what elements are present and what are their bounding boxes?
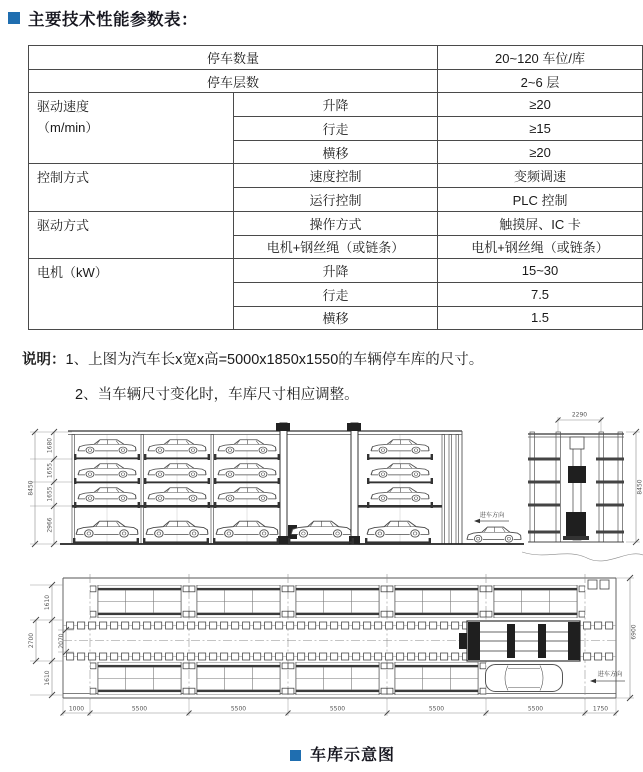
direction-label <box>590 670 625 683</box>
plan-dimension-right <box>616 575 638 701</box>
car-icon <box>78 464 136 478</box>
dim-label: 8450 <box>27 480 35 496</box>
lift-shaft-post <box>351 423 358 544</box>
cell-group-label: 控制方式 <box>29 164 234 211</box>
cell-label: 升降 <box>234 259 438 283</box>
pallet-icon <box>90 662 189 695</box>
cell-label: 升降 <box>234 93 438 117</box>
table-row <box>29 211 643 235</box>
cell-label: 横移 <box>234 140 438 164</box>
dim-label: 2966 <box>46 517 54 533</box>
transfer-machine <box>459 621 580 661</box>
cell-value: ≥15 <box>438 117 643 141</box>
dim-label: 1655 <box>46 462 54 479</box>
cell-label: 运行控制 <box>234 188 438 212</box>
car-icon <box>371 440 429 454</box>
car-icon <box>218 488 276 502</box>
car-icon <box>148 440 206 454</box>
arrow-left-icon <box>474 519 480 523</box>
dim-label: 1655 <box>46 486 54 502</box>
cell-label: 横移 <box>234 306 438 330</box>
pallet-icon <box>189 662 288 695</box>
car-icon <box>367 521 429 537</box>
pallet-icon <box>288 585 387 618</box>
section-view <box>522 412 643 561</box>
direction-label-text: 进车方向 <box>479 512 505 519</box>
lift-shaft-post <box>280 423 287 544</box>
cell-label: 停车层数 <box>29 69 438 93</box>
note-line-1: 说明：1、上图为汽车长x宽x高=5000x1850x1550的车辆停车库的尺寸。 <box>22 352 484 368</box>
table-row <box>29 259 643 283</box>
car-icon <box>218 464 276 478</box>
dim-label: 2700 <box>28 632 35 649</box>
note-label: 说明： <box>22 352 66 368</box>
cell-value: PLC 控制 <box>438 188 643 212</box>
page-title-text: 主要技术性能参数表： <box>28 11 198 29</box>
dim-label: 5500 <box>329 705 346 713</box>
blue-square-icon <box>8 12 20 24</box>
elevation-dimensions <box>28 429 73 547</box>
car-icon <box>371 464 429 478</box>
plan-dimensions-left <box>28 582 74 698</box>
pallet-icon <box>73 538 139 544</box>
car-icon <box>216 521 278 537</box>
pallet-icon <box>143 538 209 544</box>
pallet-icon <box>288 538 354 544</box>
plan-drawing <box>22 574 643 740</box>
car-on-lift-icon <box>291 521 351 537</box>
dim-label: 5500 <box>428 705 445 713</box>
cell-value: 触摸屏、IC 卡 <box>438 211 643 235</box>
cell-value: ≥20 <box>438 93 643 117</box>
pallet-row-top <box>90 585 585 618</box>
table-row <box>29 164 643 188</box>
dim-label: 5500 <box>230 705 247 713</box>
pallet-icon <box>288 662 387 695</box>
cell-label: 行走 <box>234 282 438 306</box>
note-line-2: 2、当车辆尺寸变化时，车库尺寸相应调整。 <box>75 387 359 403</box>
pallet-icon <box>387 662 486 695</box>
cell-label: 电机+钢丝绳（或链条） <box>234 235 438 259</box>
plan-dimensions-bottom <box>61 698 619 716</box>
cell-value: 2~6 层 <box>438 69 643 93</box>
pallet-icon <box>189 585 288 618</box>
dim-label: 1000 <box>68 705 85 713</box>
car-icon <box>371 488 429 502</box>
dim-label: 1610 <box>44 670 51 686</box>
cell-label: 行走 <box>234 117 438 141</box>
arrow-left-icon <box>590 679 596 683</box>
dim-label: 5500 <box>527 705 544 713</box>
blue-square-icon <box>290 750 301 761</box>
dim-label: 6900 <box>630 624 638 640</box>
cell-value: 7.5 <box>438 282 643 306</box>
direction-label <box>474 511 509 523</box>
cell-value: ≥20 <box>438 140 643 164</box>
parked-cars <box>73 440 521 544</box>
pallet-icon <box>213 538 279 544</box>
table-row <box>29 93 643 117</box>
cell-value: 20~120 车位/库 <box>438 46 643 70</box>
car-icon <box>148 464 206 478</box>
pallet-icon <box>90 585 189 618</box>
spec-table <box>28 45 643 330</box>
cell-value: 电机+钢丝绳（或链条） <box>438 235 643 259</box>
cell-label: 停车数量 <box>29 46 438 70</box>
car-icon <box>146 521 208 537</box>
cell-group-label: 电机（kW） <box>29 259 234 330</box>
figure-caption-text: 车库示意图 <box>309 747 395 764</box>
cell-value: 15~30 <box>438 259 643 283</box>
car-icon <box>78 440 136 454</box>
page-title <box>8 6 198 30</box>
direction-label-text: 进车方向 <box>597 671 623 678</box>
pallet-icon <box>387 585 486 618</box>
dim-label: 1610 <box>44 594 51 611</box>
dim-label: 2070 <box>58 633 65 649</box>
dim-label: 1680 <box>46 437 54 454</box>
table-row <box>29 46 643 70</box>
notes <box>22 348 483 404</box>
table-row <box>29 69 643 93</box>
cell-label: 速度控制 <box>234 164 438 188</box>
pallet-icon <box>365 538 431 544</box>
car-icon <box>148 488 206 502</box>
dim-label: 8450 <box>636 479 643 495</box>
car-icon <box>218 440 276 454</box>
car-icon <box>78 488 136 502</box>
cell-label: 操作方式 <box>234 211 438 235</box>
cell-group-label: 驱动速度 （m/min） <box>29 93 234 164</box>
dim-label: 2290 <box>571 411 588 419</box>
cell-group-label: 驱动方式 <box>29 211 234 258</box>
car-icon <box>76 521 138 537</box>
figure-caption <box>0 742 643 765</box>
entering-car-icon <box>467 527 521 542</box>
dim-label: 1750 <box>592 705 609 713</box>
cell-value: 1.5 <box>438 306 643 330</box>
elevation-drawing <box>22 407 643 573</box>
car-top-icon <box>486 665 563 692</box>
cell-value: 变频调速 <box>438 164 643 188</box>
pallet-icon <box>486 585 585 618</box>
dim-label: 5500 <box>131 705 148 713</box>
